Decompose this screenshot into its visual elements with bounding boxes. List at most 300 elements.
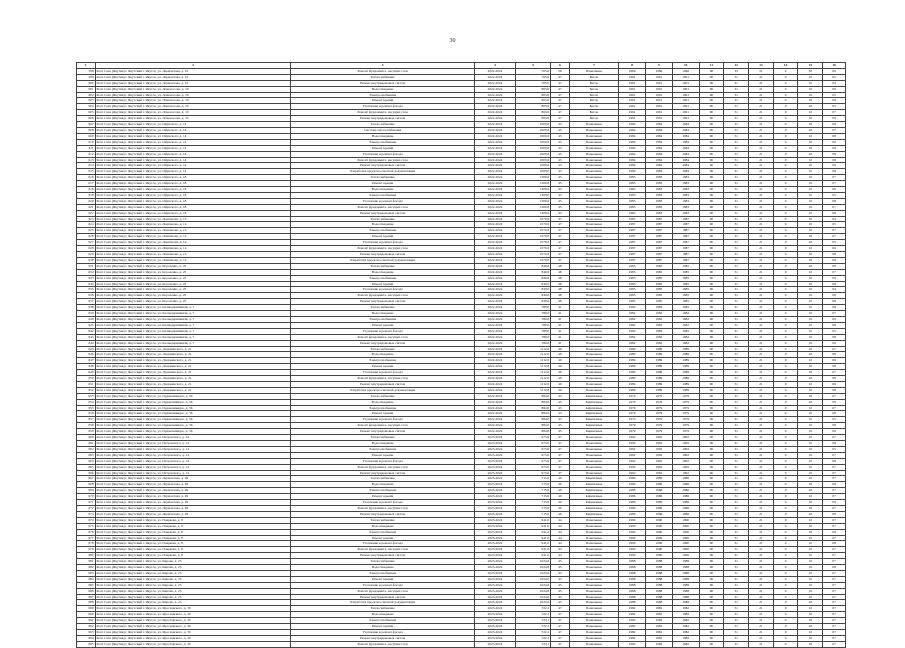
cell-period: 2022-2024 (474, 157, 515, 163)
cell-col-16: 07 (823, 488, 846, 494)
address-prefix: Респ Саха (Якутия) г. Якутский г. Якутск, ул. (96, 399, 163, 404)
cell-wear-percent: 90 (699, 624, 724, 630)
cell-apartments: 44 (551, 535, 570, 541)
cell-wear-percent: 90 (699, 635, 724, 641)
cell-row-number: 660 (77, 435, 96, 441)
cell-wall-material: Панельные (569, 216, 618, 222)
cell-wear-percent: 90 (699, 169, 724, 175)
cell-year-commissioned: 1991 (645, 104, 672, 110)
cell-work-type: Утепление и ремонт фасада (291, 370, 474, 376)
cell-period: 2023-2024 (474, 630, 515, 636)
cell-year-built: 1982 (619, 334, 646, 340)
cell-work-type: Утепление и ремонт фасада (291, 500, 474, 506)
cell-col-12: 31 (724, 559, 749, 565)
cell-col-13: 21 (749, 68, 774, 74)
cell-wall-material: Панельные (569, 133, 618, 139)
address-prefix: Респ Саха (Якутия) г. Якутский г. Якутск, ул. (96, 204, 163, 209)
cell-apartments: 45 (551, 204, 570, 210)
cell-work-type: Ремонт крыши (291, 322, 474, 328)
cell-wear-percent: 90 (699, 275, 724, 281)
cell-row-number: 611 (77, 145, 96, 151)
cell-period: 2023-2024 (474, 476, 515, 482)
cell-area: 884,0 (516, 411, 551, 417)
cell-col-16: 05 (823, 192, 846, 198)
cell-apartments: 45 (551, 570, 570, 576)
cell-wall-material: Панельные (569, 376, 618, 382)
cell-col-14: 0 (773, 204, 798, 210)
cell-address (95, 641, 291, 647)
cell-year-built: 1988 (619, 594, 646, 600)
cell-col-14: 0 (773, 222, 798, 228)
cell-col-14: 0 (773, 228, 798, 234)
cell-wear-percent: 90 (699, 523, 724, 529)
cell-apartments: 45 (551, 169, 570, 175)
cell-apartments: 40 (551, 500, 570, 506)
address-prefix: Респ Саха (Якутия) г. Якутский г. Якутск, ул. (96, 240, 163, 245)
cell-col-15: 10 (798, 86, 823, 92)
cell-col-12: 31 (724, 139, 749, 145)
cell-col-15: 10 (798, 139, 823, 145)
cell-col-14: 0 (773, 570, 798, 576)
cell-col-14: 0 (773, 68, 798, 74)
cell-year-commissioned: 1990 (645, 517, 672, 523)
address-street: Орджоникидзе, д. 36 (162, 405, 193, 410)
address-prefix: Респ Саха (Якутия) г. Якутский г. Якутск, ул. (96, 252, 163, 256)
cell-row-number: 617 (77, 181, 96, 187)
cell-wear-percent: 90 (699, 387, 724, 393)
cell-row-number: 622 (77, 210, 96, 216)
cell-wear-percent: 90 (699, 352, 724, 358)
cell-col-13: 21 (749, 606, 774, 612)
cell-col-15: 10 (798, 464, 823, 470)
cell-col-15: 10 (798, 600, 823, 606)
address-street: Пояркова, д. 8 (162, 547, 183, 552)
cell-col-12: 31 (724, 464, 749, 470)
cell-period: 2023-2024 (474, 488, 515, 494)
cell-year-last-repair: 1987 (672, 234, 699, 240)
cell-year-built: 1982 (619, 641, 646, 647)
cell-year-built: 1985 (619, 269, 646, 275)
cell-year-built: 1985 (619, 275, 646, 281)
address-prefix: Респ Саха (Якутия) г. Якутский г. Якутск, ул. (96, 582, 163, 587)
cell-wear-percent: 90 (699, 370, 724, 376)
cell-work-type: Ремонт внутридомовых систем (291, 210, 474, 216)
address-street: Орджоникидзе, д. 36 (162, 423, 193, 428)
column-header: 3 (291, 63, 474, 69)
cell-apartments: 45 (551, 576, 570, 582)
cell-year-built: 1986 (619, 488, 646, 494)
cell-year-last-repair: 1985 (672, 287, 699, 293)
cell-col-16: 07 (823, 630, 846, 636)
cell-row-number: 654 (77, 399, 96, 405)
cell-year-built: 1984 (619, 139, 646, 145)
cell-year-commissioned: 1992 (645, 470, 672, 476)
address-street: Ойунского, д. 18 (162, 192, 187, 197)
cell-wear-percent: 90 (699, 464, 724, 470)
address-street: Орджоникидзе, д. 36 (162, 417, 193, 422)
cell-apartments: 44 (551, 541, 570, 547)
cell-year-last-repair: 1984 (672, 133, 699, 139)
cell-col-14: 0 (773, 151, 798, 157)
cell-area: 1000,0 (516, 163, 551, 169)
cell-area: 863,0 (516, 110, 551, 116)
cell-col-16: 05 (823, 446, 846, 452)
cell-col-15: 10 (798, 281, 823, 287)
cell-area: 973,0 (516, 441, 551, 447)
cell-col-13: 21 (749, 494, 774, 500)
cell-row-number: 651 (77, 381, 96, 387)
address-street: Ойунского, д. 14 (162, 157, 187, 162)
cell-year-commissioned: 1992 (645, 458, 672, 464)
cell-work-type: Водоотведение (291, 565, 474, 571)
cell-apartments: 40 (551, 511, 570, 517)
cell-wall-material: Панельные (569, 381, 618, 387)
cell-row-number: 624 (77, 222, 96, 228)
address-prefix: Респ Саха (Якутия) г. Якутский г. Якутск, ул. (96, 98, 163, 103)
cell-col-15: 10 (798, 163, 823, 169)
address-prefix: Респ Саха (Якутия) г. Якутский г. Якутск, ул. (96, 370, 163, 375)
address-street: Дзержинского, д. 21 (162, 387, 192, 392)
cell-period: 2022-2024 (474, 399, 515, 405)
cell-col-14: 0 (773, 470, 798, 476)
cell-col-14: 0 (773, 381, 798, 387)
cell-row-number: 668 (77, 482, 96, 488)
cell-period: 2022-2024 (474, 405, 515, 411)
cell-apartments: 45 (551, 429, 570, 435)
cell-col-13: 21 (749, 192, 774, 198)
cell-col-16: 07 (823, 110, 846, 116)
cell-work-type: Ремонт внутридомовых систем (291, 252, 474, 258)
address-street: Короленко, д. 25 (162, 281, 187, 286)
cell-col-12: 31 (724, 86, 749, 92)
cell-col-16: 07 (823, 582, 846, 588)
address-street: Орджоникидзе, д. 36 (162, 429, 193, 434)
cell-area: 780,0 (516, 311, 551, 317)
cell-wall-material: Кирпичные (569, 500, 618, 506)
cell-col-12: 31 (724, 600, 749, 606)
cell-col-14: 0 (773, 352, 798, 358)
cell-wear-percent: 90 (699, 511, 724, 517)
cell-year-commissioned: 1979 (645, 405, 672, 411)
cell-col-13: 21 (749, 594, 774, 600)
cell-year-commissioned: 1991 (645, 116, 672, 122)
address-prefix: Респ Саха (Якутия) г. Якутский г. Якутск, ул. (96, 86, 163, 91)
cell-apartments: 45 (551, 423, 570, 429)
cell-wear-percent: 90 (699, 311, 724, 317)
address-street: Пояркова, д. 8 (162, 523, 183, 528)
cell-col-16: 08 (823, 441, 846, 447)
cell-year-commissioned: 1985 (645, 287, 672, 293)
cell-col-12: 31 (724, 322, 749, 328)
cell-year-last-repair: 1979 (672, 429, 699, 435)
cell-year-last-repair: 1979 (672, 423, 699, 429)
cell-row-number: 676 (77, 529, 96, 535)
address-prefix: Респ Саха (Якутия) г. Якутский г. Якутск, ул. (96, 340, 163, 345)
address-street: Ойунского, д. 18 (162, 187, 187, 192)
cell-row-number: 682 (77, 565, 96, 571)
cell-row-number: 599 (77, 74, 96, 80)
cell-apartments: 47 (551, 74, 570, 80)
cell-wall-material: Панельные (569, 316, 618, 322)
cell-col-13: 21 (749, 263, 774, 269)
address-prefix: Респ Саха (Якутия) г. Якутский г. Якутск, ул. (96, 352, 163, 357)
cell-area: 941,0 (516, 517, 551, 523)
cell-wear-percent: 90 (699, 210, 724, 216)
cell-wall-material: Панельные (569, 358, 618, 364)
cell-wear-percent: 90 (699, 594, 724, 600)
cell-area: 1309,0 (516, 198, 551, 204)
cell-row-number: 635 (77, 287, 96, 293)
cell-col-13: 21 (749, 582, 774, 588)
cell-col-15: 10 (798, 376, 823, 382)
cell-year-last-repair: 1983 (672, 204, 699, 210)
cell-col-13: 21 (749, 181, 774, 187)
cell-row-number: 620 (77, 198, 96, 204)
cell-year-built: 1979 (619, 405, 646, 411)
cell-col-14: 0 (773, 458, 798, 464)
cell-year-last-repair: 1982 (672, 635, 699, 641)
cell-work-type: Ремонт фундамента, несущих стен (291, 588, 474, 594)
cell-apartments: 44 (551, 547, 570, 553)
cell-col-15: 10 (798, 565, 823, 571)
cell-wear-percent: 90 (699, 139, 724, 145)
cell-wall-material: Панельные (569, 328, 618, 334)
cell-col-13: 21 (749, 210, 774, 216)
cell-year-last-repair: 1992 (672, 435, 699, 441)
cell-row-number: 623 (77, 216, 96, 222)
cell-col-14: 0 (773, 435, 798, 441)
cell-col-15: 10 (798, 322, 823, 328)
address-prefix: Респ Саха (Якутия) г. Якутский г. Якутск, ул. (96, 535, 163, 540)
cell-work-type: Электроснабжение (291, 192, 474, 198)
cell-work-type: Утепление и ремонт фасада (291, 328, 474, 334)
cell-period: 2022-2024 (474, 210, 515, 216)
cell-wall-material: Панельные (569, 139, 618, 145)
cell-area: 840,0 (516, 287, 551, 293)
cell-year-built: 1990 (619, 547, 646, 553)
cell-year-commissioned: 1991 (645, 110, 672, 116)
cell-wear-percent: 90 (699, 340, 724, 346)
cell-area: 780,0 (516, 322, 551, 328)
address-prefix: Респ Саха (Якутия) г. Якутский г. Якутск, ул. (96, 110, 163, 115)
cell-year-commissioned: 1987 (645, 246, 672, 252)
cell-wall-material: Панельные (569, 175, 618, 181)
cell-wall-material: Панельные (569, 145, 618, 151)
cell-wall-material: Панельные (569, 322, 618, 328)
cell-col-14: 0 (773, 606, 798, 612)
cell-year-last-repair: 1988 (672, 565, 699, 571)
address-street: Каландаришвили, д. 7 (162, 328, 195, 333)
cell-year-last-repair: 1991 (672, 86, 699, 92)
address-prefix: Респ Саха (Якутия) г. Якутский г. Якутск, ул. (96, 163, 163, 168)
cell-year-built: 1983 (619, 210, 646, 216)
cell-period: 2022-2024 (474, 393, 515, 399)
cell-col-16: 07 (823, 494, 846, 500)
cell-year-last-repair: 1988 (672, 576, 699, 582)
cell-col-12: 31 (724, 263, 749, 269)
cell-work-type: Ремонт крыши (291, 411, 474, 417)
cell-col-13: 21 (749, 446, 774, 452)
cell-col-12: 31 (724, 588, 749, 594)
address-prefix: Респ Саха (Якутия) г. Якутский г. Якутск, ул. (96, 187, 163, 192)
cell-col-15: 10 (798, 393, 823, 399)
cell-col-14: 0 (773, 80, 798, 86)
cell-col-13: 21 (749, 92, 774, 98)
cell-col-12: 31 (724, 370, 749, 376)
cell-year-last-repair: 1989 (672, 381, 699, 387)
cell-year-commissioned: 1982 (645, 635, 672, 641)
address-street: Петровского, д. 14 (162, 470, 190, 475)
cell-col-16: 07 (823, 464, 846, 470)
cell-year-commissioned: 1982 (645, 630, 672, 636)
cell-year-built: 1984 (619, 163, 646, 169)
address-prefix: Респ Саха (Якутия) г. Якутский г. Якутск, ул. (96, 376, 163, 381)
cell-col-13: 21 (749, 517, 774, 523)
cell-wear-percent: 90 (699, 576, 724, 582)
cell-col-13: 21 (749, 198, 774, 204)
cell-col-12: 33 (724, 68, 749, 74)
cell-col-12: 31 (724, 594, 749, 600)
cell-period: 2022-2024 (474, 334, 515, 340)
cell-col-12: 31 (724, 328, 749, 334)
cell-col-16: 08 (823, 376, 846, 382)
address-prefix: Респ Саха (Якутия) г. Якутский г. Якутск, ул. (96, 364, 163, 369)
cell-year-last-repair: 1991 (672, 104, 699, 110)
cell-col-14: 0 (773, 624, 798, 630)
address-prefix: Респ Саха (Якутия) г. Якутский г. Якутск, ул. (96, 116, 163, 121)
cell-col-15: 10 (798, 470, 823, 476)
cell-work-type: Теплоснабжение (291, 122, 474, 128)
cell-year-last-repair: 1987 (672, 257, 699, 263)
cell-col-16: 09 (823, 145, 846, 151)
cell-year-built: 1991 (619, 86, 646, 92)
cell-col-15: 10 (798, 257, 823, 263)
cell-col-14: 0 (773, 340, 798, 346)
cell-col-12: 31 (724, 618, 749, 624)
cell-wall-material: Кирпичные (569, 482, 618, 488)
address-street: Ойунского, д. 14 (162, 122, 187, 127)
cell-work-type: Теплоснабжение (291, 346, 474, 352)
cell-col-14: 0 (773, 86, 798, 92)
cell-col-16: 07 (823, 435, 846, 441)
cell-col-16: 08 (823, 293, 846, 299)
cell-area: 1070,0 (516, 252, 551, 258)
cell-col-15: 10 (798, 358, 823, 364)
cell-col-13: 21 (749, 116, 774, 122)
cell-wear-percent: 90 (699, 240, 724, 246)
cell-year-commissioned: 1984 (645, 127, 672, 133)
cell-col-14: 0 (773, 181, 798, 187)
cell-col-14: 0 (773, 387, 798, 393)
cell-period: 2023-2024 (474, 606, 515, 612)
cell-wear-percent: 90 (699, 429, 724, 435)
cell-wall-material: Панельные (569, 446, 618, 452)
cell-wall-material: Панельные (569, 234, 618, 240)
cell-wall-material: Панельные (569, 281, 618, 287)
cell-year-built: 1979 (619, 417, 646, 423)
cell-year-last-repair: 1986 (672, 500, 699, 506)
cell-area: 941,0 (516, 529, 551, 535)
cell-year-built: 1982 (619, 305, 646, 311)
cell-period: 2022-2024 (474, 352, 515, 358)
cell-area: 1112,0 (516, 387, 551, 393)
cell-year-last-repair: 1985 (672, 293, 699, 299)
cell-row-number: 610 (77, 139, 96, 145)
cell-year-built: 1987 (619, 234, 646, 240)
cell-area: 973,0 (516, 435, 551, 441)
cell-year-commissioned: 1986 (645, 500, 672, 506)
cell-col-14: 0 (773, 630, 798, 636)
cell-col-13: 21 (749, 541, 774, 547)
cell-year-built: 1989 (619, 376, 646, 382)
cell-year-built: 1982 (619, 630, 646, 636)
address-street: Каландаришвили, д. 7 (162, 311, 195, 316)
cell-row-number: 658 (77, 423, 96, 429)
page-number: 30 (449, 38, 456, 44)
cell-wear-percent: 90 (699, 364, 724, 370)
cell-col-12: 31 (724, 630, 749, 636)
address-street: Ойунского, д. 18 (162, 181, 187, 186)
cell-area: 1309,0 (516, 181, 551, 187)
cell-row-number: 637 (77, 299, 96, 305)
cell-area: 941,0 (516, 553, 551, 559)
cell-row-number: 641 (77, 322, 96, 328)
address-street: Лермонтова, д. 49 (162, 500, 189, 505)
address-street: Лонгинова, д. 14 (162, 257, 187, 262)
cell-col-15: 10 (798, 181, 823, 187)
cell-col-14: 0 (773, 305, 798, 311)
cell-col-15: 10 (798, 494, 823, 500)
cell-period: 2022-2024 (474, 257, 515, 263)
address-street: Ярославского, д. 30 (162, 641, 191, 646)
cell-row-number: 667 (77, 476, 96, 482)
address-prefix: Респ Саха (Якутия) г. Якутский г. Якутск, ул. (96, 405, 163, 410)
cell-col-16: 09 (823, 500, 846, 506)
cell-col-15: 10 (798, 399, 823, 405)
cell-year-commissioned: 1982 (645, 606, 672, 612)
cell-col-12: 31 (724, 376, 749, 382)
cell-apartments: 45 (551, 139, 570, 145)
cell-year-built: 1990 (619, 523, 646, 529)
cell-wear-percent: 90 (699, 417, 724, 423)
cell-year-last-repair: 1988 (672, 570, 699, 576)
table-row (77, 641, 846, 647)
cell-col-16: 08 (823, 565, 846, 571)
cell-row-number: 671 (77, 500, 96, 506)
cell-year-built: 1985 (619, 263, 646, 269)
cell-wear-percent: 90 (699, 322, 724, 328)
cell-area: 722,1 (516, 630, 551, 636)
cell-apartments: 45 (551, 187, 570, 193)
address-street: Ярославского, д. 30 (162, 624, 191, 629)
cell-work-type: Электроснабжение (291, 228, 474, 234)
address-street: Лермонтова, д. 10 (162, 68, 189, 73)
cell-apartments: 47 (551, 458, 570, 464)
cell-area: 765,0 (516, 68, 551, 74)
cell-wall-material: Панельные (569, 452, 618, 458)
cell-area: 715,0 (516, 494, 551, 500)
cell-col-12: 31 (724, 511, 749, 517)
cell-year-last-repair: 1986 (672, 488, 699, 494)
cell-year-commissioned: 1982 (645, 624, 672, 630)
cell-year-last-repair: 1989 (672, 346, 699, 352)
cell-area: 941,0 (516, 541, 551, 547)
cell-year-built: 1989 (619, 352, 646, 358)
cell-col-15: 10 (798, 122, 823, 128)
cell-col-14: 0 (773, 169, 798, 175)
cell-row-number: 649 (77, 370, 96, 376)
cell-apartments: 47 (551, 240, 570, 246)
